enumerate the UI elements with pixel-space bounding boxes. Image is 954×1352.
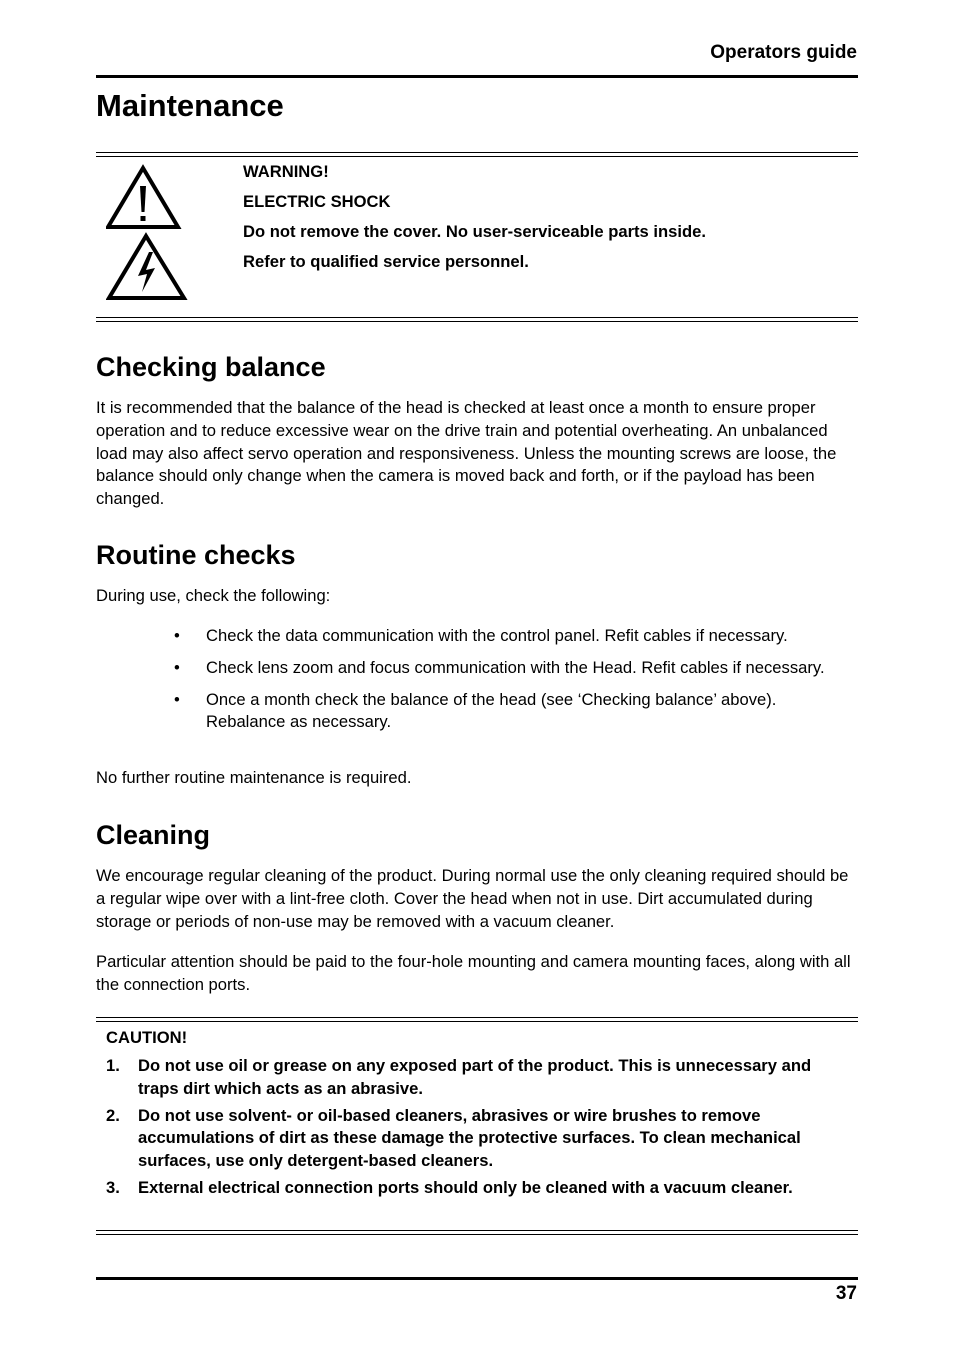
warning-line: WARNING!	[243, 162, 329, 181]
routine-checks-outro: No further routine maintenance is required.	[96, 768, 412, 787]
list-number: 3.	[106, 1177, 120, 1197]
section-heading-routine-checks: Routine checks	[96, 540, 296, 570]
warning-text	[243, 160, 706, 280]
lightning-triangle-icon	[109, 236, 184, 298]
caution-top-rule	[96, 1017, 858, 1022]
list-item-text: Check lens zoom and focus communication with the Head. Refit cables if necessary.	[206, 657, 825, 677]
list-item-text: Check the data communication with the control panel. Refit cables if necessary.	[206, 626, 788, 645]
list-item	[96, 689, 858, 735]
list-item	[106, 1105, 826, 1173]
list-item-text: External electrical connection ports should only be cleaned with a vacuum cleaner.	[138, 1177, 793, 1197]
routine-checks-list	[96, 625, 858, 743]
warning-line: ELECTRIC SHOCK	[243, 192, 391, 211]
exclamation-triangle-icon	[106, 164, 188, 302]
list-item	[106, 1055, 826, 1101]
list-item-text: Do not use oil or grease on any exposed part of the product. This is unnecessary and traps dirt which acts as an abrasive.	[138, 1056, 812, 1098]
checking-balance-text: It is recommended that the balance of the head is checked at least once a month to ensure proper operation and to reduce excessive wear on the drive train and potential overheating. An unbalanced load may also affect servo operation and responsiveness. Unless the mounting screws are loose, the balance should only change when the camera is moved back and forth, or if the payload has been changed.	[96, 398, 837, 509]
cleaning-paragraph-2: Particular attention should be paid to the four-hole mounting and camera mounting faces, along with all the connection ports.	[96, 952, 851, 994]
caution-list	[106, 1055, 826, 1204]
footer-rule	[96, 1277, 858, 1280]
list-item	[96, 657, 858, 680]
list-item-text: Do not use solvent- or oil-based cleaners, abrasives or wire brushes to remove accumulations of dirt as these damage the protective surfaces. To clean mechanical surfaces, use only detergent-based cleaners.	[138, 1105, 801, 1171]
bullet: •	[174, 657, 180, 677]
cleaning-paragraph-1: We encourage regular cleaning of the product. During normal use the only cleaning required should be a regular wipe over with a lint-free cloth. Cover the head when not in use. Dirt accumulated during storage or periods of non-use may be removed with a vacuum cleaner.	[96, 866, 849, 931]
bullet: •	[174, 689, 180, 709]
list-number: 1.	[106, 1056, 120, 1075]
warning-bottom-rule	[96, 317, 858, 322]
section-heading-checking-balance: Checking balance	[96, 352, 326, 382]
list-item-text: Once a month check the balance of the head (see ‘Checking balance’ above). Rebalance as necessary.	[206, 689, 777, 732]
list-number: 2.	[106, 1105, 120, 1125]
bullet: •	[174, 626, 180, 645]
list-item	[96, 625, 858, 648]
caution-title: CAUTION!	[106, 1028, 188, 1047]
page-number: 37	[835, 1283, 857, 1304]
page-title: Maintenance	[96, 88, 284, 123]
list-item	[106, 1177, 826, 1200]
warning-icons	[106, 164, 188, 302]
running-header: Operators guide	[710, 42, 857, 63]
caution-bottom-rule	[96, 1230, 858, 1235]
warning-line: Do not remove the cover. No user-serviceable parts inside.	[243, 222, 706, 241]
header-rule	[96, 75, 858, 78]
warning-line: Refer to qualified service personnel.	[243, 252, 529, 271]
section-heading-cleaning: Cleaning	[96, 820, 211, 850]
warning-top-rule	[96, 152, 858, 157]
routine-checks-intro: During use, check the following:	[96, 586, 331, 605]
